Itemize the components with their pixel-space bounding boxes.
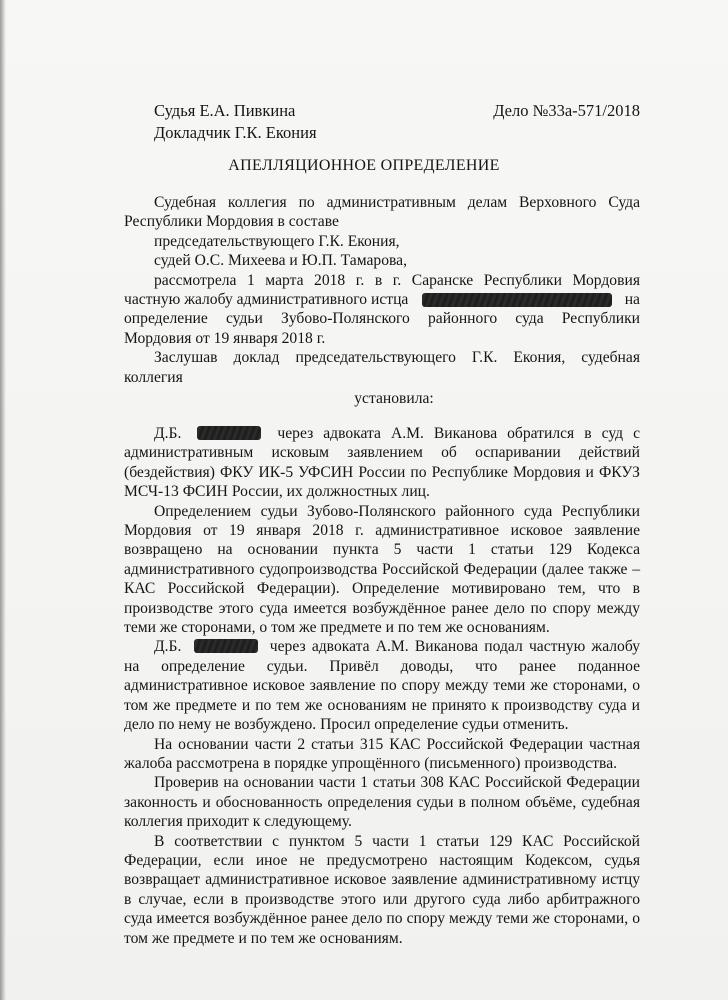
paragraph-1	[124, 424, 640, 502]
considered-line: рассмотрела 1 марта 2018 г. в г. Саранске Республики Мордовия	[154, 271, 640, 289]
complaint-text: частную жалобу административного истца	[124, 291, 409, 309]
paragraph-3-text: через адвоката А.М. Виканова подал частную жалобу на определение судьи. Привёл доводы, что ранее поданное административное исковое заявление по спору между теми же сторонами, о том же предмете и по тем же основаниям не принято к производству суда и дело по нему не возбуждено. Просил определение судьи отменить.	[124, 638, 640, 734]
paragraph-3	[124, 637, 640, 734]
complaint-line	[124, 290, 640, 309]
intro-paragraph: Судебная коллегия по административным делам Верховного Суда Республики Мордовия в составе	[124, 194, 640, 231]
reporter-line: Докладчик Г.К. Екония	[154, 123, 317, 142]
redacted-surname	[194, 639, 258, 653]
main-section	[124, 424, 640, 948]
paragraph-4: На основании части 2 статьи 315 КАС Российской Федерации частная жалоба рассмотрена в порядке упрощённого (письменного) производства.	[124, 735, 640, 772]
redacted-name	[422, 293, 612, 307]
established-heading: установила:	[354, 390, 434, 407]
paragraph-6: В соответствии с пунктом 5 части 1 статьи 129 КАС Российской Федерации, если иное не предусмотрено настоящим Кодексом, судья возвращает административное исковое заявление административному истцу в случае, если в производстве этого или другого суда либо арбитражного суда имеется возбуждённое ранее дело по спору между теми же сторонами, о том же предмете и по тем же основаниям.	[124, 832, 640, 947]
paragraph-5: Проверив на основании части 1 статьи 308 КАС Российской Федерации законность и обоснованность определения судьи в полном объёме, судебная коллегия приходит к следующему.	[124, 774, 640, 831]
complaint-on: на	[624, 291, 640, 309]
judges-line: судей О.С. Михеева и Ю.П. Тамарова,	[154, 252, 407, 270]
scan-edge-shadow	[0, 0, 6, 1000]
party-name: Д.Б.	[154, 425, 182, 442]
party-name: Д.Б.	[154, 638, 182, 656]
case-number: Дело №33а-571/2018	[493, 101, 640, 120]
redacted-surname	[197, 426, 261, 440]
document-header	[154, 100, 640, 144]
paragraph-2: Определением судьи Зубово-Полянского районного суда Республики Мордовия от 19 января 2018 г. административное исковое заявление возвращено на основании пункта 5 части 1 статьи 129 Кодекса административного судопроизводства Российской Федерации (далее также – КАС Российской Федерации). Определение мотивировано тем, что в производстве этого суда имеется возбуждённое ранее дело по спору между теми же сторонами, о том же предмете и по тем же основаниям.	[124, 502, 640, 637]
paragraph-1-text: через адвоката А.М. Виканова обратился в суд с административным исковым заявлением об оспаривании действий (бездействия) ФКУ ИК-5 УФСИН России по Республике Мордовия и ФКУЗ МСЧ-13 ФСИН России, их должностных лиц.	[124, 425, 640, 501]
intro-section	[124, 193, 640, 387]
judge-line: Судья Е.А. Пивкина	[154, 101, 296, 120]
hearing-paragraph: Заслушав доклад председательствующего Г.К. Екония, судебная коллегия	[124, 349, 640, 386]
document-title: АПЕЛЛЯЦИОННОЕ ОПРЕДЕЛЕНИЕ	[228, 157, 500, 174]
ruling-line: определение судьи Зубово-Полянского районного суда Республики Мордовия от 19 января 2018 г.	[124, 310, 640, 347]
chair-line: председательствующего Г.К. Екония,	[154, 232, 400, 250]
